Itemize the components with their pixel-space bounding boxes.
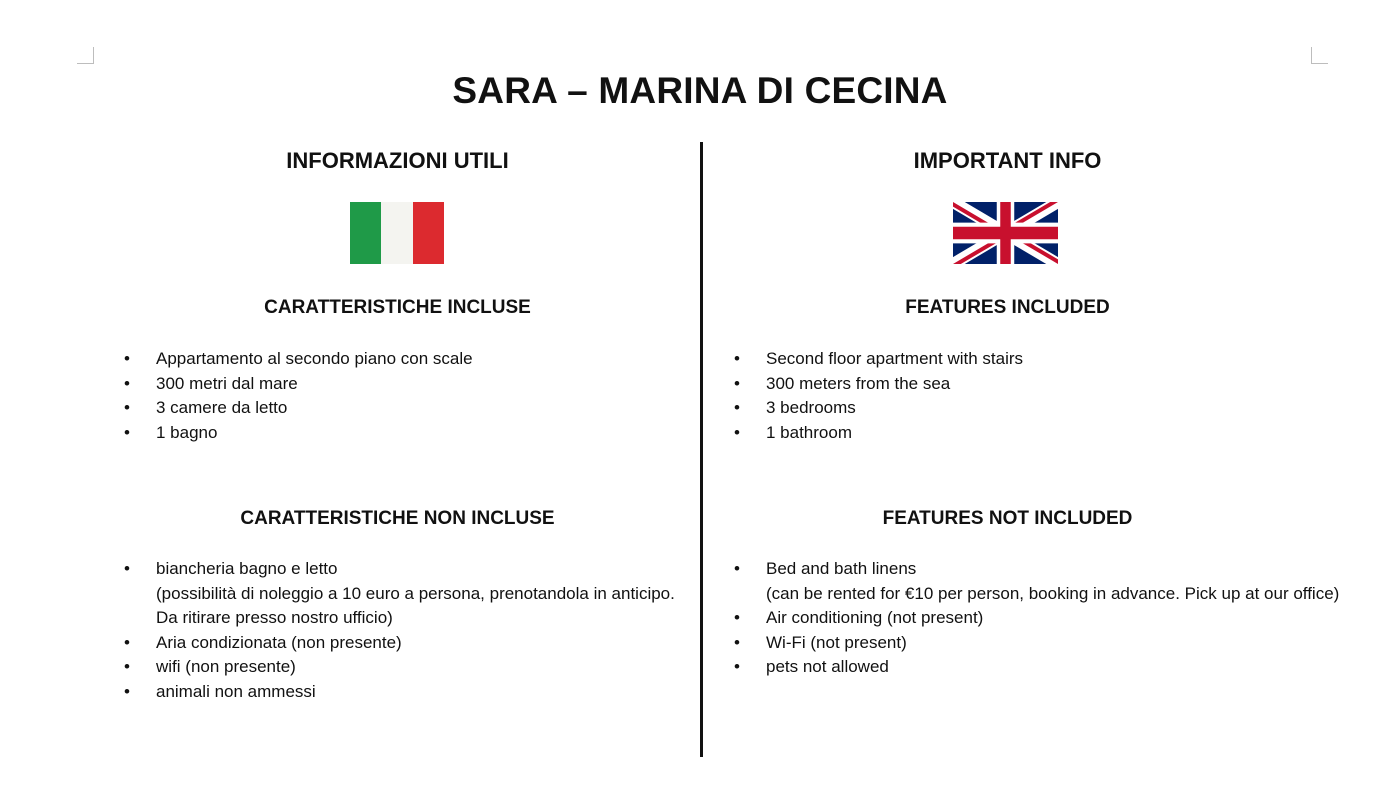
list-item bbox=[766, 557, 1346, 606]
italian-included-heading: CARATTERISTICHE INCLUSE bbox=[264, 297, 531, 318]
list-item bbox=[156, 557, 696, 631]
italian-column bbox=[110, 0, 685, 804]
list-item: • 300 meters from the sea bbox=[766, 372, 1346, 397]
page-title: SARA – MARINA DI CECINA bbox=[452, 70, 948, 111]
list-item: • Second floor apartment with stairs bbox=[766, 347, 1346, 372]
list-item: • wifi (non presente) bbox=[156, 655, 696, 680]
italian-not-included-list bbox=[110, 557, 696, 705]
column-divider bbox=[700, 142, 703, 757]
english-included-list bbox=[720, 347, 1346, 445]
english-column bbox=[720, 0, 1340, 804]
page-corner-mark-top-left bbox=[77, 47, 94, 64]
english-not-included-list bbox=[720, 557, 1346, 680]
list-item: • animali non ammessi bbox=[156, 680, 696, 705]
list-item-note: (can be rented for €10 per person, booking in advance. Pick up at our office) bbox=[766, 583, 1340, 603]
list-item: • 1 bathroom bbox=[766, 421, 1346, 446]
list-item: • Air conditioning (not present) bbox=[766, 606, 1346, 631]
list-item: • 3 camere da letto bbox=[156, 396, 696, 421]
list-item: • 300 metri dal mare bbox=[156, 372, 696, 397]
italian-included-list bbox=[110, 347, 696, 445]
list-item: • Wi-Fi (not present) bbox=[766, 631, 1346, 656]
list-item: • Aria condizionata (non presente) bbox=[156, 631, 696, 656]
italy-flag-icon bbox=[350, 202, 444, 264]
list-item: • 1 bagno bbox=[156, 421, 696, 446]
english-included-heading: FEATURES INCLUDED bbox=[905, 297, 1110, 318]
list-item-text: Bed and bath linens bbox=[766, 559, 917, 578]
italian-not-included-heading: CARATTERISTICHE NON INCLUSE bbox=[240, 508, 555, 529]
list-item-note: (possibilità di noleggio a 10 euro a persona, prenotandola in anticipo. Da ritirare presso nostro ufficio) bbox=[156, 583, 675, 628]
list-item: • 3 bedrooms bbox=[766, 396, 1346, 421]
list-item: • Appartamento al secondo piano con scale bbox=[156, 347, 696, 372]
italian-heading: INFORMAZIONI UTILI bbox=[286, 148, 509, 173]
english-heading: IMPORTANT INFO bbox=[913, 148, 1102, 173]
list-item-text: biancheria bagno e letto bbox=[156, 559, 338, 578]
list-item: • pets not allowed bbox=[766, 655, 1346, 680]
english-not-included-heading: FEATURES NOT INCLUDED bbox=[882, 508, 1133, 529]
uk-flag-icon bbox=[953, 202, 1058, 264]
